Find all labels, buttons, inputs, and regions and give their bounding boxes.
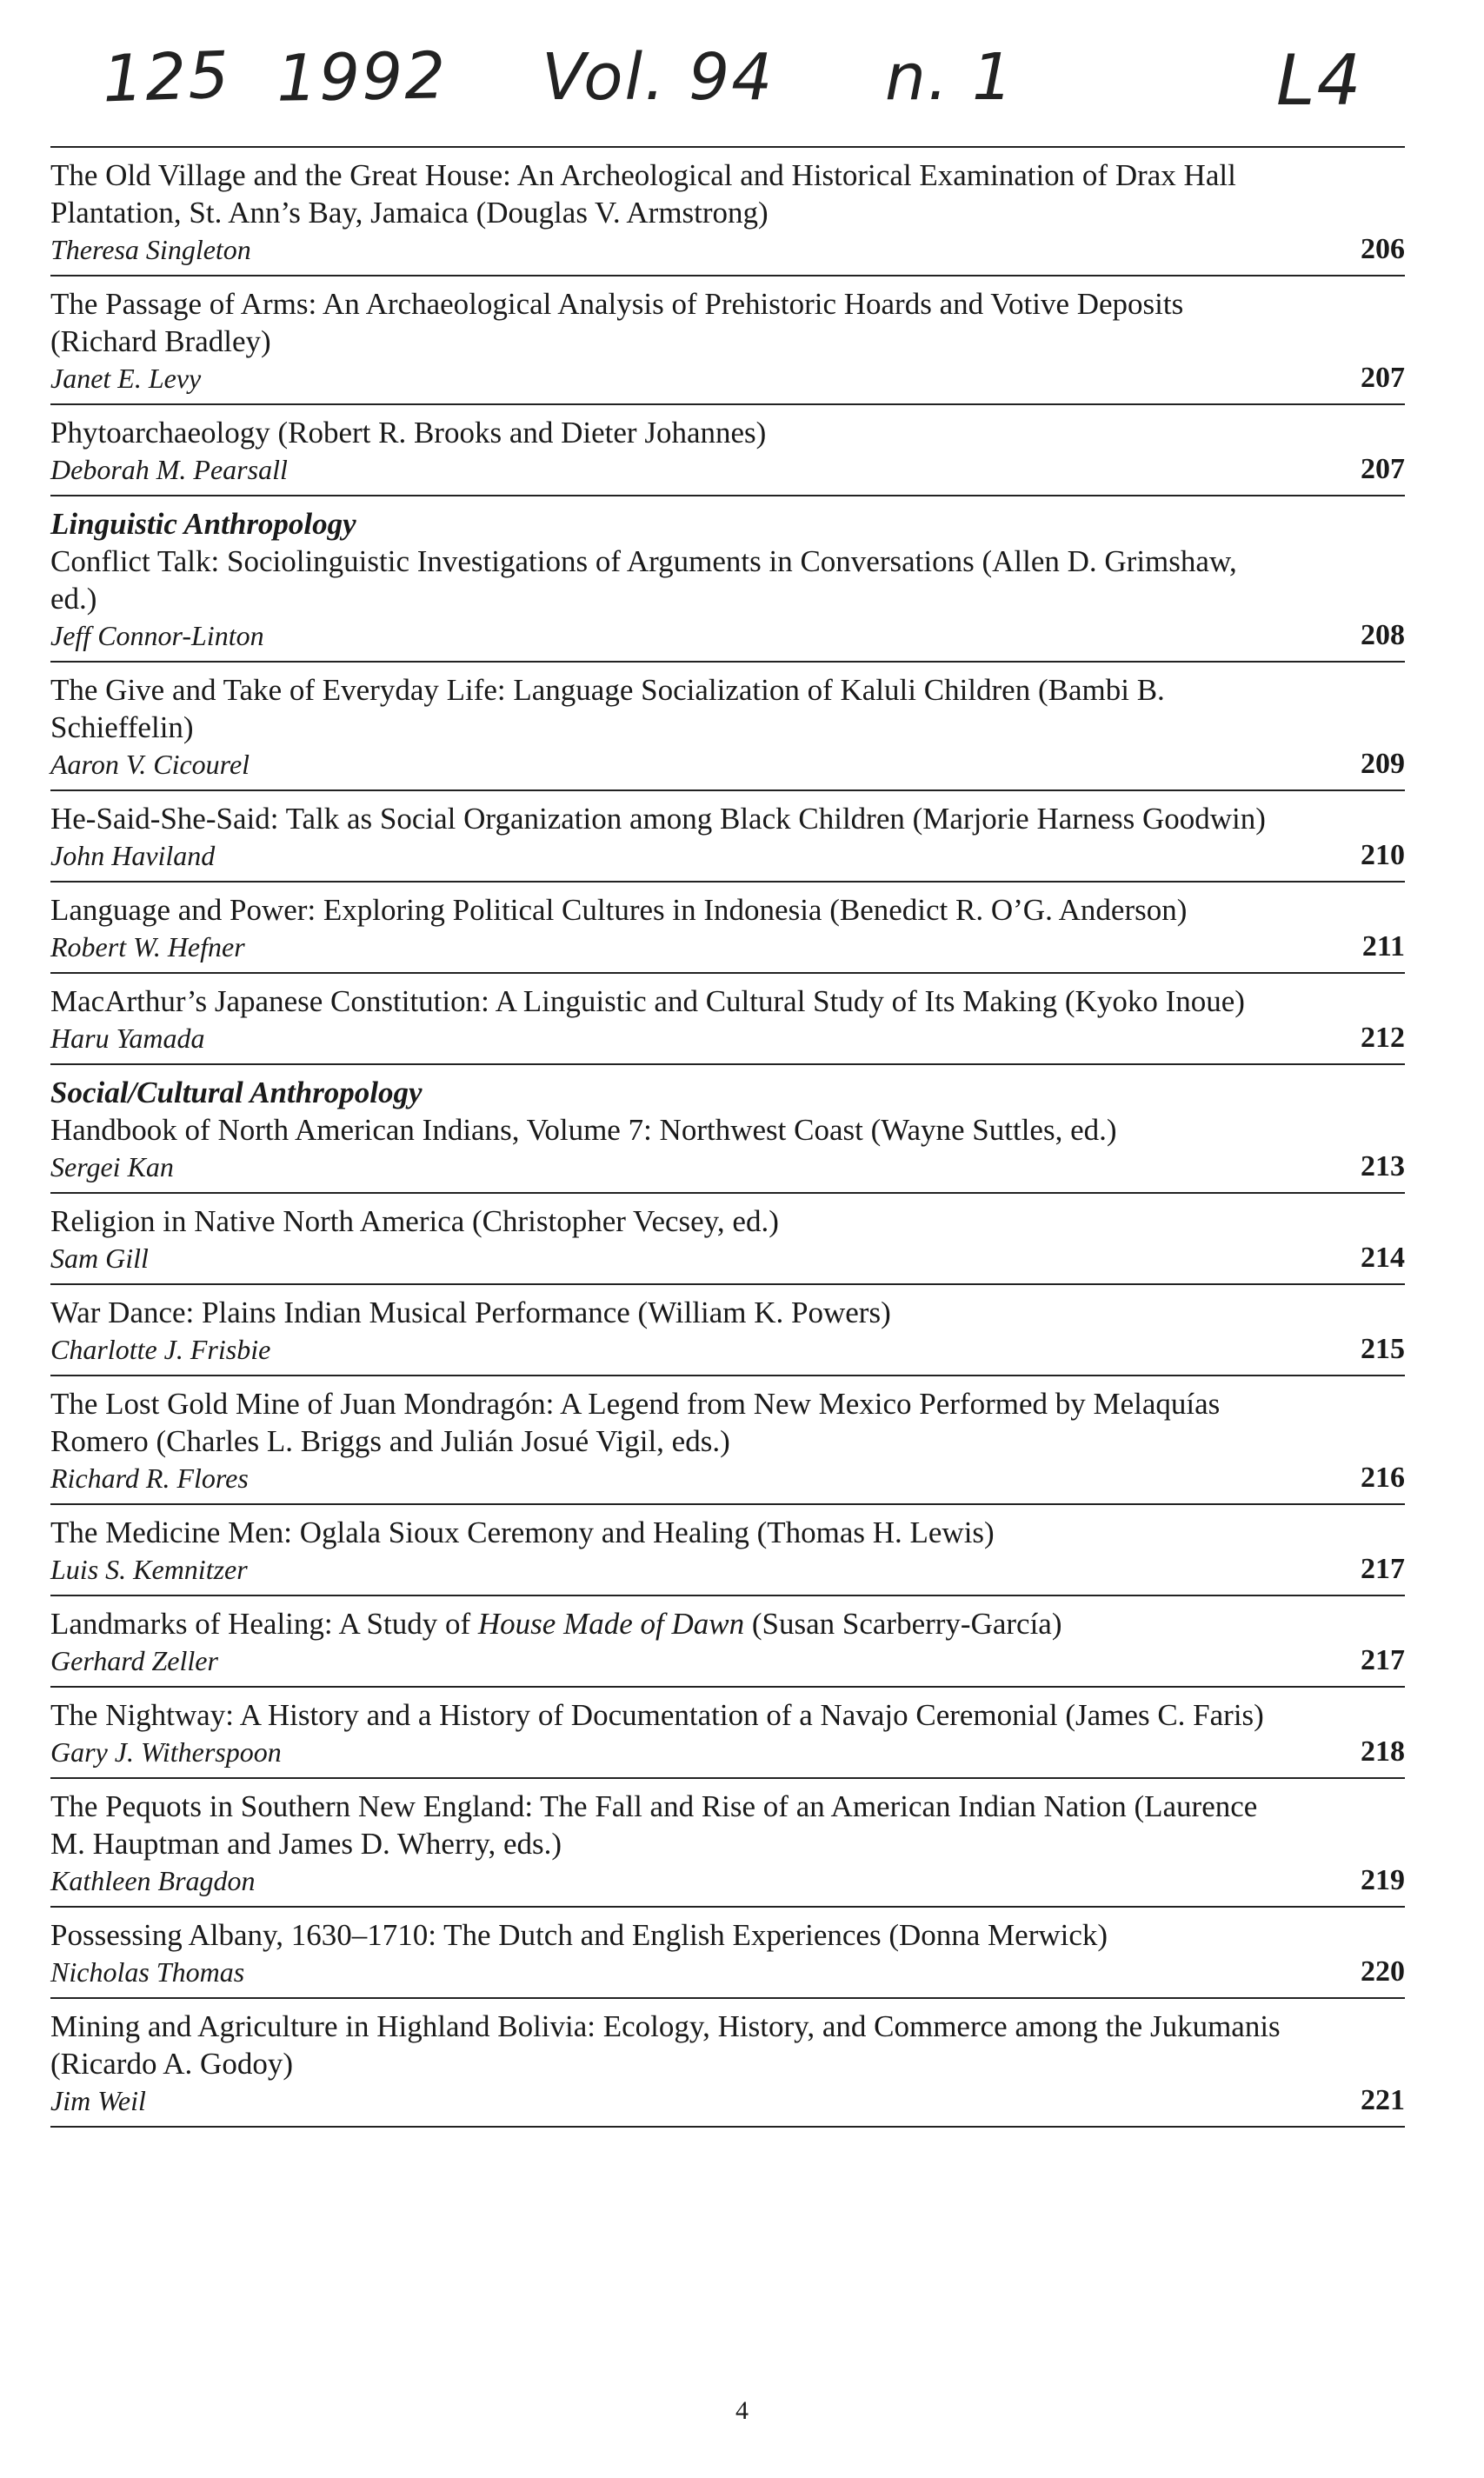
reviewer-line xyxy=(50,1020,1405,1056)
review-title: Handbook of North American Indians, Volume 7: Northwest Coast (Wayne Suttles, ed.) xyxy=(50,1113,1117,1147)
reviewer-name: Gary J. Witherspoon xyxy=(50,1736,282,1768)
toc-entry xyxy=(50,1505,1405,1596)
review-title: Landmarks of Healing: A Study of House Made of Dawn (Susan Scarberry-García) xyxy=(50,1607,1062,1641)
page-reference: 211 xyxy=(1361,930,1405,963)
handwritten-issue: n. 1 xyxy=(885,40,1015,115)
reviewer-name: Luis S. Kemnitzer xyxy=(50,1554,248,1585)
reviewer-line xyxy=(50,929,1405,965)
page-reference: 219 xyxy=(1361,1864,1405,1896)
page-reference: 212 xyxy=(1361,1022,1405,1054)
toc-entry xyxy=(50,148,1405,276)
reviewer-line xyxy=(50,1954,1405,1990)
reviewer-line xyxy=(50,1734,1405,1770)
page-reference: 209 xyxy=(1361,748,1405,780)
toc-entry xyxy=(50,1908,1405,1999)
reviewer-line xyxy=(50,1149,1405,1185)
reviewer-name: Sergei Kan xyxy=(50,1151,174,1182)
review-title: Phytoarchaeology (Robert R. Brooks and Dieter Johannes) xyxy=(50,416,767,450)
handwritten-annotation xyxy=(101,37,1433,136)
review-title: The Give and Take of Everyday Life: Language Socialization of Kaluli Children (Bambi B. Schieffelin) xyxy=(50,673,1165,744)
reviewer-name: Aaron V. Cicourel xyxy=(50,749,250,780)
handwritten-year: 1992 xyxy=(276,38,449,117)
reviewer-name: Richard R. Flores xyxy=(50,1462,249,1494)
toc-entry xyxy=(50,663,1405,791)
toc-entry xyxy=(50,276,1405,405)
reviewer-line xyxy=(50,746,1405,783)
reviewer-name: Haru Yamada xyxy=(50,1023,205,1054)
reviewer-line xyxy=(50,617,1405,654)
review-title: MacArthur’s Japanese Constitution: A Linguistic and Cultural Study of Its Making (Kyoko Inoue) xyxy=(50,984,1245,1018)
table-of-contents xyxy=(50,146,1405,2128)
reviewer-line xyxy=(50,1460,1405,1496)
handwritten-volume: Vol. 94 xyxy=(542,40,775,115)
reviewer-line xyxy=(50,2082,1405,2119)
review-title: War Dance: Plains Indian Musical Performance (William K. Powers) xyxy=(50,1296,891,1329)
toc-entry xyxy=(50,1285,1405,1376)
review-title: The Passage of Arms: An Archaeological Analysis of Prehistoric Hoards and Votive Deposits (Richard Bradley) xyxy=(50,287,1184,358)
reviewer-line xyxy=(50,1862,1405,1899)
review-title: He-Said-She-Said: Talk as Social Organization among Black Children (Marjorie Harness Goodwin) xyxy=(50,802,1266,836)
page-reference: 213 xyxy=(1361,1150,1405,1182)
reviewer-name: Jeff Connor-Linton xyxy=(50,620,264,651)
page-reference: 216 xyxy=(1361,1462,1405,1494)
toc-entry xyxy=(50,974,1405,1065)
toc-entry xyxy=(50,1194,1405,1285)
reviewer-name: Sam Gill xyxy=(50,1242,149,1274)
reviewer-line xyxy=(50,360,1405,396)
section-heading: Linguistic Anthropology xyxy=(50,507,356,541)
page-number: 4 xyxy=(735,2396,749,2425)
page-reference: 208 xyxy=(1361,619,1405,651)
reviewer-name: Gerhard Zeller xyxy=(50,1645,218,1676)
review-title: The Medicine Men: Oglala Sioux Ceremony and Healing (Thomas H. Lewis) xyxy=(50,1515,995,1549)
review-title: Mining and Agriculture in Highland Bolivia: Ecology, History, and Commerce among the Jukumanis (Ricardo A. Godoy) xyxy=(50,2009,1281,2081)
review-title: Language and Power: Exploring Political Cultures in Indonesia (Benedict R. O’G. Anderson) xyxy=(50,893,1188,927)
reviewer-line xyxy=(50,1240,1405,1276)
page-reference: 218 xyxy=(1361,1735,1405,1768)
toc-entry xyxy=(50,1688,1405,1779)
toc-entry xyxy=(50,496,1405,663)
reviewer-line xyxy=(50,1642,1405,1679)
page-reference: 217 xyxy=(1361,1644,1405,1676)
toc-entry xyxy=(50,1376,1405,1505)
review-title: Religion in Native North America (Christopher Vecsey, ed.) xyxy=(50,1204,779,1238)
handwritten-number: 125 xyxy=(101,37,232,117)
page-reference: 206 xyxy=(1361,233,1405,265)
review-title: Possessing Albany, 1630–1710: The Dutch and English Experiences (Donna Merwick) xyxy=(50,1918,1108,1952)
page-reference: 214 xyxy=(1361,1242,1405,1274)
toc-entry xyxy=(50,883,1405,974)
review-title: The Lost Gold Mine of Juan Mondragón: A Legend from New Mexico Performed by Melaquías Romero (Charles L. Briggs and Julián Josué Vigil, eds.) xyxy=(50,1387,1221,1458)
page-reference: 207 xyxy=(1361,453,1405,485)
toc-entry xyxy=(50,1779,1405,1908)
page-reference: 207 xyxy=(1361,362,1405,394)
toc-entry xyxy=(50,1065,1405,1194)
page-reference: 217 xyxy=(1361,1553,1405,1585)
reviewer-name: Charlotte J. Frisbie xyxy=(50,1334,271,1365)
review-title: The Old Village and the Great House: An Archeological and Historical Examination of Drax Hall Plantation, St. Ann’s Bay, Jamaica (Douglas V. Armstrong) xyxy=(50,158,1236,230)
reviewer-line xyxy=(50,231,1405,268)
page-reference: 215 xyxy=(1361,1333,1405,1365)
page-reference: 220 xyxy=(1361,1955,1405,1988)
reviewer-name: Jim Weil xyxy=(50,2085,146,2116)
reviewer-name: Nicholas Thomas xyxy=(50,1956,245,1988)
review-title: The Pequots in Southern New England: The Fall and Rise of an American Indian Nation (Laurence M. Hauptman and James D. Wherry, eds.) xyxy=(50,1789,1258,1861)
toc-entry xyxy=(50,1999,1405,2128)
reviewer-line xyxy=(50,1551,1405,1588)
reviewer-name: Kathleen Bragdon xyxy=(50,1865,256,1896)
reviewer-name: Deborah M. Pearsall xyxy=(50,454,288,485)
reviewer-line xyxy=(50,837,1405,874)
toc-entry xyxy=(50,405,1405,496)
page-reference: 210 xyxy=(1361,839,1405,871)
reviewer-name: Robert W. Hefner xyxy=(50,931,245,963)
reviewer-line xyxy=(50,451,1405,488)
reviewer-name: Theresa Singleton xyxy=(50,234,251,265)
toc-entry xyxy=(50,1596,1405,1688)
review-title: Conflict Talk: Sociolinguistic Investigations of Arguments in Conversations (Allen D. Grimshaw, ed.) xyxy=(50,544,1237,616)
reviewer-name: Janet E. Levy xyxy=(50,363,202,394)
section-heading: Social/Cultural Anthropology xyxy=(50,1076,423,1109)
page-reference: 221 xyxy=(1361,2084,1405,2116)
toc-entry xyxy=(50,791,1405,883)
review-title: The Nightway: A History and a History of Documentation of a Navajo Ceremonial (James C. Faris) xyxy=(50,1698,1264,1732)
reviewer-line xyxy=(50,1331,1405,1368)
reviewer-name: John Haviland xyxy=(50,840,216,871)
handwritten-shelf-code: L4 xyxy=(1276,40,1363,121)
